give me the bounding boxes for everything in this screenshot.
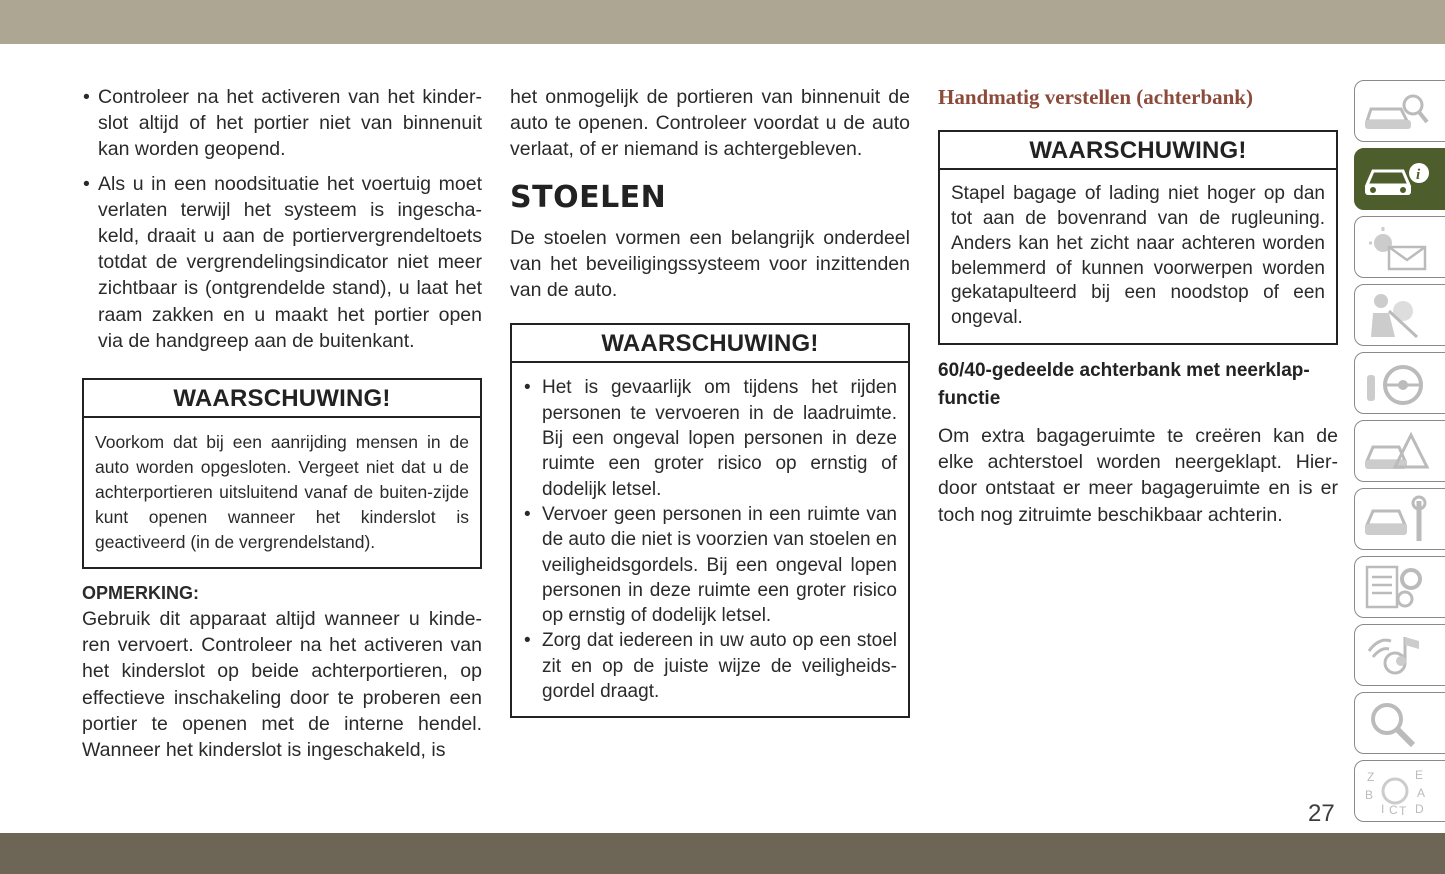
warning-text: Voorkom dat bij een aanrijding mensen in de auto worden opgesloten. Vergeet niet dat u de achterportieren uitsluitend vanaf de buiten-zijde kunt openen wanneer het kinderslot is geactiveerd (in de vergrendelstand). [95,432,469,553]
svg-text:B: B [1365,788,1374,802]
warning-bullet: • Vervoer geen personen in een ruimte van de auto die niet is voorzien van stoelen en veiligheidsgordels. Bij een ongeval lopen personen in deze ruimte een groter risico op ernstig of dodelijk letsel. [523,502,897,628]
page-number: 27 [1308,800,1335,827]
remark-label: OPMERKING: [82,583,199,604]
warning-box [82,378,482,569]
column-1 [82,84,482,763]
warning-title: WAARSCHUWING! [84,380,480,418]
subsection-heading: Handmatig verstellen (achterbank) [938,85,1253,109]
car-wrench-icon[interactable] [1354,488,1445,550]
bullet-item: • Controleer na het activeren van het kinder-slot altijd of het portier niet van binnenuit kan worden geopend. [82,84,482,163]
dashboard-lights-message-icon[interactable] [1354,216,1445,278]
column-3 [938,84,1338,528]
svg-text:D: D [1415,802,1424,815]
warning-title: WAARSCHUWING! [940,132,1336,170]
warning-bullet: • Het is gevaarlijk om tijdens het rijden personen te vervoeren in de laadruimte. Bij een ongeval lopen personen in deze ruimte een groter risico op ernstig of dodelijk letsel. [523,375,897,501]
warning-box [510,323,910,718]
footer-bar [0,833,1445,874]
svg-text:C: C [1389,803,1398,815]
svg-text:i: i [1416,167,1421,183]
header-bar [0,0,1445,44]
bullet-item: • Als u in een noodsituatie het voertuig moet verlaten terwijl het systeem is ingescha-keld, draait u aan de portiervergrendeltoets totdat de vergrendelingsindicator niet meer zichtbaar is (ontgrendelde stand), u laat het raam zakken en u maakt het portier open via de handgreep aan de buitenkant. [82,171,482,354]
alphabet-index-icon[interactable] [1354,760,1445,822]
svg-text:A: A [1417,786,1426,800]
svg-text:E: E [1415,768,1424,782]
section-intro: De stoelen vormen een belangrijk onderdeel van het beveiligingssysteem voor inzittenden van de auto. [510,226,910,302]
column-2 [510,84,910,718]
car-search-icon[interactable] [1354,80,1445,142]
svg-text:Z: Z [1367,770,1375,784]
svg-text:T: T [1399,804,1407,815]
warning-body [512,363,908,716]
svg-text:I: I [1381,802,1385,815]
section-title: STOELEN [510,179,667,215]
warning-text: Stapel bagage of lading niet hoger op dan tot aan de bovenrand van de rugleuning. Anders kan het zicht naar achteren worden belemmerd of kunnen voorwerpen worden gekatapulteerd bij een noodstop of een ongeval. [951,183,1325,329]
index-search-icon[interactable] [1354,692,1445,754]
warning-box [938,130,1338,345]
car-info-icon[interactable] [1354,148,1445,210]
specs-gear-icon[interactable] [1354,556,1445,618]
remark-text: Gebruik dit apparaat altijd wanneer u kinde-ren vervoert. Controleer na het activeren van het kinderslot op beide achterportieren, op effectieve inschakeling door te proberen een portier te openen met de interne hendel. Wanneer het kinderslot is ingeschakeld, is [82,608,482,762]
continuation-text: het onmogelijk de portieren van binnenuit de auto te openen. Controleer voordat u de auto verlaat, of er niemand is achtergebleven. [510,86,910,161]
multimedia-icon[interactable] [1354,624,1445,686]
airbag-safety-icon[interactable] [1354,284,1445,346]
subheading: 60/40-gedeelde achterbank met neerklap-functie [938,359,1310,409]
warning-title: WAARSCHUWING! [512,325,908,363]
steering-wheel-key-icon[interactable] [1354,352,1445,414]
car-warning-triangle-icon[interactable] [1354,420,1445,482]
warning-bullet: • Zorg dat iedereen in uw auto op een stoel zit en op de juiste wijze de veiligheids-gordel draagt. [523,628,897,704]
body-text: Om extra bagageruimte te creëren kan de elke achterstoel worden neergeklapt. Hier-door ontstaat er meer bagageruimte en is er toch nog zitruimte beschikbaar achterin. [938,424,1338,526]
